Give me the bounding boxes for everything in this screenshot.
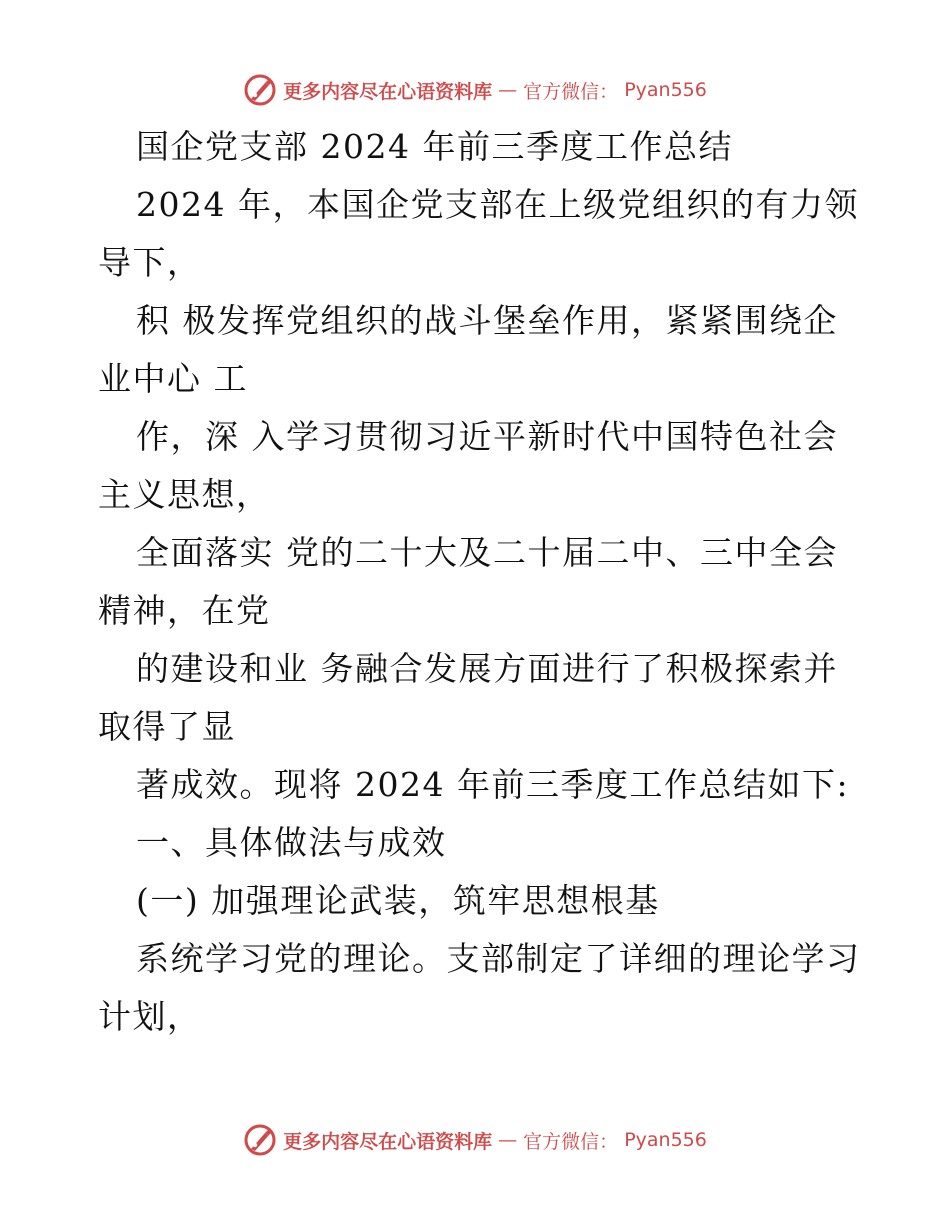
paragraph-line: 主义思想，	[98, 475, 271, 514]
paragraph-line: 全面落实 党的二十大及二十届二中、三中全会	[136, 533, 838, 572]
paragraph-line: 系统学习党的理论。支部制定了详细的理论学习	[136, 939, 861, 978]
banner-separator: —	[498, 79, 518, 101]
document-body	[98, 118, 861, 1046]
quill-pen-logo-icon	[243, 1123, 277, 1157]
paragraph-line: 取得了显	[98, 707, 236, 746]
paragraph-line: 2024 年，本国企党支部在上级党组织的有力领	[136, 185, 859, 224]
header-banner	[0, 70, 950, 110]
subsection-heading: (一) 加强理论武装，筑牢思想根基	[136, 881, 660, 920]
banner-wechat-id: Pyan556	[624, 79, 707, 101]
footer-banner	[0, 1120, 950, 1160]
banner-title: 更多内容尽在心语资料库	[283, 80, 493, 103]
paragraph-line: 的建设和业 务融合发展方面进行了积极探索并	[136, 649, 838, 688]
banner-wechat-label: 官方微信：	[523, 80, 619, 103]
paragraph-line: 精神，在党	[98, 591, 271, 630]
paragraph-line: 作，深 入学习贯彻习近平新时代中国特色社会	[136, 417, 838, 456]
paragraph-line: 计划，	[98, 997, 202, 1036]
banner-separator: —	[498, 1129, 518, 1151]
paragraph-line: 业中心 工	[98, 359, 248, 398]
paragraph-line: 著成效。现将 2024 年前三季度工作总结如下:	[136, 765, 850, 804]
paragraph-line: 导下，	[98, 243, 202, 282]
section-heading: 一、具体做法与成效	[136, 823, 447, 862]
banner-wechat-id: Pyan556	[624, 1129, 707, 1151]
banner-title: 更多内容尽在心语资料库	[283, 1130, 493, 1153]
document-title: 国企党支部 2024 年前三季度工作总结	[136, 127, 733, 166]
banner-wechat-label: 官方微信：	[523, 1130, 619, 1153]
paragraph-line: 积 极发挥党组织的战斗堡垒作用，紧紧围绕企	[136, 301, 838, 340]
quill-pen-logo-icon	[243, 73, 277, 107]
